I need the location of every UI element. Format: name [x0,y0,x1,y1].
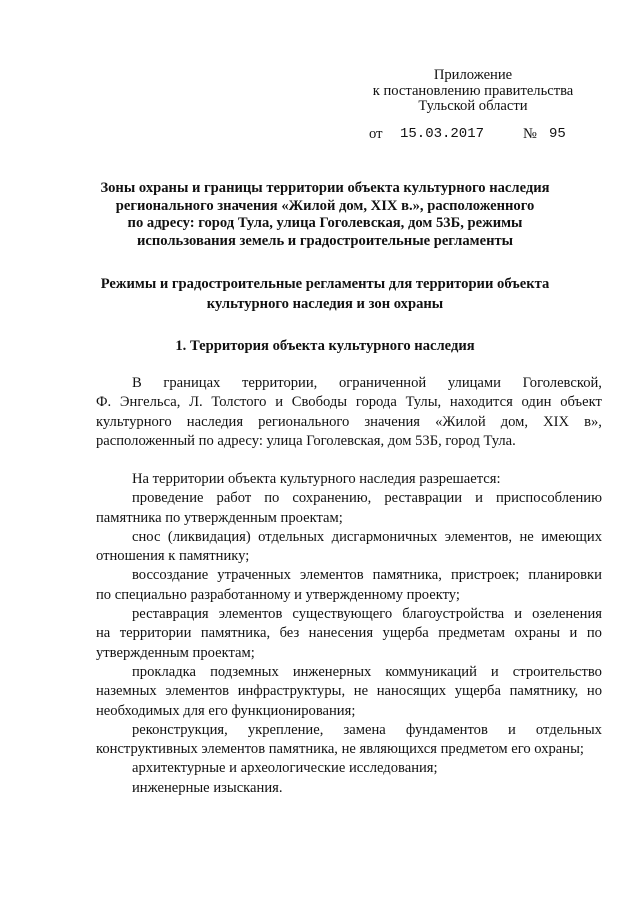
word: границах [163,375,221,391]
title-line: Зоны охраны и границы территории объекта культурного наследия [100,180,550,196]
word: и [514,606,523,623]
word: реставрация [132,606,209,623]
word: без [279,625,300,642]
justified-line [96,489,602,508]
word: территории, [242,375,318,391]
word: объект [560,394,602,411]
paragraph-line: расположенный по адресу: улица Гоголевская, дом 53Б, город Тула. [96,432,516,449]
word: не [353,683,369,700]
title-line: по адресу: город Тула, улица Гоголевская, дом 53Б, режимы [127,215,523,232]
section-heading: 1. Территория объекта культурного наследия [175,338,475,354]
justified-line [96,393,602,412]
subtitle-line: культурного наследия и зон охраны [206,295,444,312]
word: укрепление, [247,721,324,738]
justified-line [96,624,602,643]
word: коммуникаций [385,663,477,680]
word: элементов [165,683,230,700]
word: инженерных [292,663,372,680]
title-line: регионального значения «Жилой дом, XIX в.», расположенного [115,197,535,214]
word: реставрации [384,490,463,507]
paragraph-territory [96,374,602,451]
word: и [507,721,516,738]
word: Ф. [96,394,112,411]
word: элементов [218,606,283,623]
title-line: использования земель и градостроительные регламенты [136,232,514,249]
word: памятника, [372,567,442,584]
justified-line [96,528,602,547]
justified-line [96,413,602,432]
word: территории [119,625,192,642]
word: на [96,625,111,642]
paragraph-permissions [96,470,602,798]
word: Энгельса, [119,394,181,411]
word: реконструкция, [132,721,228,738]
word: находится [449,394,513,411]
word: но [586,683,602,700]
permissions-intro: На территории объекта культурного наследия разрешается: [132,471,501,487]
paragraph-line: отношения к памятнику; [96,548,250,565]
document-subtitle [90,275,560,314]
justified-line [96,605,602,624]
word: воссоздание [132,567,209,584]
word: пристроек; [450,567,520,584]
paragraph-line: необходимых для его функционирования; [96,702,356,719]
word: озеленения [532,606,602,623]
justified-line [96,566,602,585]
word: культурного [96,413,172,430]
paragraph-line: утвержденным проектам; [96,644,255,661]
word: и [490,663,499,680]
word: «Жилой [435,413,486,430]
justified-line [96,663,602,682]
paragraph-line: по специально разработанному и утвержденному проекту; [96,586,460,603]
word: (ликвидация) [167,528,251,545]
document-title [80,180,570,250]
word: снос [132,528,161,545]
resolution-number: 95 [549,126,566,142]
word: прокладка [132,663,197,680]
word: Тулы, [405,394,442,411]
word: благоустройства [402,606,505,623]
word: В [132,375,142,391]
word: инфраструктуры, [237,683,346,700]
word: планировки [528,567,602,584]
word: проведение [132,490,204,507]
word: приспособлению [496,490,602,507]
word: сохранению, [292,490,372,507]
word: один [521,394,552,411]
word: охраны [514,625,561,642]
word: ограниченной [338,375,427,391]
word: по [586,625,602,642]
word: по [264,490,280,507]
word: замена [343,721,386,738]
subtitle-line: Режимы и градостроительные регламенты для территории объекта [100,276,550,292]
justified-line [96,374,602,393]
word: элементов, [444,528,513,545]
word: подземных [210,663,279,680]
resolution-date: 15.03.2017 [400,126,485,142]
word: и [275,394,284,411]
resolution-dateline [0,126,640,144]
word: значения [364,413,421,430]
paragraph-line: памятника по утвержденным проектам; [96,509,343,526]
justified-line [96,721,602,740]
word: нанесения [308,625,374,642]
justified-line [96,682,602,701]
word: отдельных [258,528,325,545]
word: и [475,490,483,507]
word: города [355,394,397,411]
word: улицами [447,375,501,391]
word: наносящих [376,683,447,700]
date-prefix: от [369,126,383,142]
number-sign: № [523,126,537,142]
word: имеющих [541,528,602,545]
word: памятника, [200,625,271,642]
paragraph-line: архитектурные и археологические исследования; [132,760,438,777]
word: ущерба [382,625,429,642]
word: наследия [186,413,244,430]
word: Гоголевской, [522,375,602,391]
word: XIX [543,413,570,430]
word: Л. [189,394,203,411]
word: отдельных [535,721,602,738]
word: строительство [512,663,602,680]
word: дисгармоничных [331,528,438,545]
word: регионального [258,413,350,430]
word: в», [584,413,602,430]
appendix-line: к постановлению правительства [372,82,574,99]
word: утраченных [217,567,291,584]
word: не [519,528,534,545]
word: и [569,625,578,642]
word: работ [216,490,252,507]
word: фундаментов [405,721,488,738]
word: дом, [500,413,529,430]
word: Свободы [291,394,348,411]
paragraph-line: инженерные изыскания. [132,779,283,796]
paragraph-line: конструктивных элементов памятника, не являющихся предметом его охраны; [96,741,584,758]
appendix-line: Тульской области [418,98,528,114]
appendix-header [368,68,578,115]
word: элементов [299,567,364,584]
appendix-line: Приложение [433,67,513,83]
word: ущерба [454,683,501,700]
word: Толстого [211,394,267,411]
word: памятнику, [509,683,579,700]
word: существующего [292,606,393,623]
word: предметам [438,625,506,642]
word: наземных [96,683,157,700]
